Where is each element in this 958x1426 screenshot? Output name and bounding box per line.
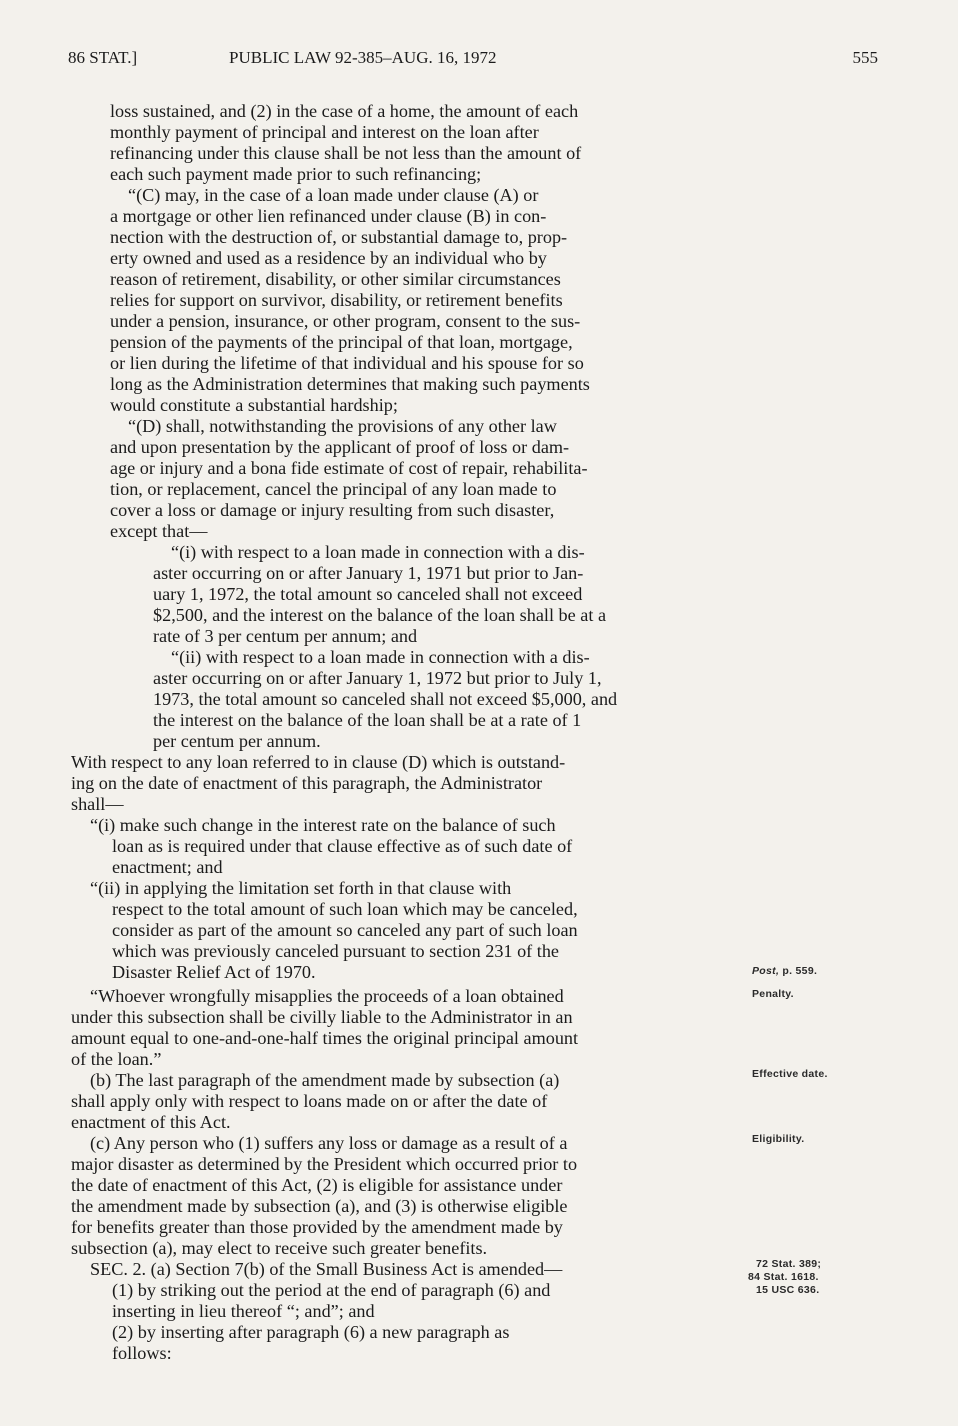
text-line: “(ii) with respect to a loan made in connection with a dis- [171, 647, 590, 667]
text-line: inserting in lieu thereof “; and”; and [112, 1301, 375, 1321]
margin-note-post: Post, p. 559. [752, 965, 818, 977]
text-line: aster occurring on or after January 1, 1971 but prior to Jan- [153, 563, 584, 583]
text-line: “(D) shall, notwithstanding the provisions of any other law [128, 416, 557, 436]
text-line: relies for support on survivor, disability, or retirement benefits [110, 290, 563, 310]
text-line: (2) by inserting after paragraph (6) a new paragraph as [112, 1322, 510, 1342]
text-line: except that— [110, 521, 208, 541]
text-line: for benefits greater than those provided by the amendment made by [71, 1217, 563, 1237]
text-line: respect to the total amount of such loan which may be canceled, [112, 899, 578, 919]
margin-note-citation: 84 Stat. 1618. [748, 1271, 819, 1283]
margin-note-effective-date: Effective date. [752, 1068, 828, 1080]
text-line: “(i) make such change in the interest rate on the balance of such [90, 815, 556, 835]
text-line: cover a loss or damage or injury resulting from such disaster, [110, 500, 555, 520]
text-line: or lien during the lifetime of that individual and his spouse for so [110, 353, 584, 373]
text-line: consider as part of the amount so canceled any part of such loan [112, 920, 578, 940]
text-line: shall apply only with respect to loans made on or after the date of [71, 1091, 548, 1111]
text-line: monthly payment of principal and interest on the loan after [110, 122, 539, 142]
text-line: per centum per annum. [153, 731, 321, 751]
text-line: loan as is required under that clause effective as of such date of [112, 836, 573, 856]
text-line: enactment of this Act. [71, 1112, 231, 1132]
text-line: (c) Any person who (1) suffers any loss or damage as a result of a [90, 1133, 568, 1153]
text-line: the amendment made by subsection (a), and (3) is otherwise eligible [71, 1196, 568, 1216]
statute-reference: 86 STAT.] [68, 48, 138, 67]
text-line: age or injury and a bona fide estimate of cost of repair, rehabilita- [110, 458, 588, 478]
text-line: under this subsection shall be civilly liable to the Administrator in an [71, 1007, 573, 1027]
text-line: reason of retirement, disability, or other similar circumstances [110, 269, 561, 289]
text-line: (b) The last paragraph of the amendment made by subsection (a) [90, 1070, 560, 1090]
text-line: loss sustained, and (2) in the case of a home, the amount of each [110, 101, 579, 121]
text-line: shall— [71, 794, 124, 814]
text-line: nection with the destruction of, or substantial damage to, prop- [110, 227, 568, 247]
text-line: pension of the payments of the principal of that loan, mortgage, [110, 332, 573, 352]
text-line: refinancing under this clause shall be not less than the amount of [110, 143, 582, 163]
text-line: of the loan.” [71, 1049, 162, 1069]
text-line: enactment; and [112, 857, 223, 877]
margin-note-citation: 15 USC 636. [756, 1284, 820, 1296]
margin-note-eligibility: Eligibility. [752, 1133, 805, 1145]
text-line: ing on the date of enactment of this paragraph, the Administrator [71, 773, 543, 793]
text-line: and upon presentation by the applicant of proof of loss or dam- [110, 437, 570, 457]
text-line: a mortgage or other lien refinanced under clause (B) in con- [110, 206, 547, 226]
text-line: the date of enactment of this Act, (2) is eligible for assistance under [71, 1175, 563, 1195]
page-header [68, 48, 878, 76]
text-line: long as the Administration determines that making such payments [110, 374, 590, 394]
text-line: each such payment made prior to such refinancing; [110, 164, 482, 184]
margin-note-penalty: Penalty. [752, 988, 794, 1000]
text-line: “Whoever wrongfully misapplies the proceeds of a loan obtained [90, 986, 564, 1006]
text-line: which was previously canceled pursuant to section 231 of the [112, 941, 559, 961]
text-line: amount equal to one-and-one-half times the original principal amount [71, 1028, 579, 1048]
text-line: With respect to any loan referred to in clause (D) which is outstand- [71, 752, 566, 772]
text-line: tion, or replacement, cancel the principal of any loan made to [110, 479, 557, 499]
text-line: rate of 3 per centum per annum; and [153, 626, 418, 646]
text-line: erty owned and used as a residence by an individual who by [110, 248, 547, 268]
text-line: major disaster as determined by the President which occurred prior to [71, 1154, 578, 1174]
text-line: Disaster Relief Act of 1970. [112, 962, 316, 982]
text-line: uary 1, 1972, the total amount so canceled shall not exceed [153, 584, 583, 604]
text-line: SEC. 2. (a) Section 7(b) of the Small Business Act is amended— [90, 1259, 563, 1279]
text-line: would constitute a substantial hardship; [110, 395, 398, 415]
text-line: aster occurring on or after January 1, 1972 but prior to July 1, [153, 668, 602, 688]
law-title: PUBLIC LAW 92-385–AUG. 16, 1972 [229, 48, 497, 67]
text-line: 1973, the total amount so canceled shall not exceed $5,000, and [153, 689, 618, 709]
text-line: follows: [112, 1343, 172, 1363]
margin-note-citation: 72 Stat. 389; [756, 1258, 822, 1270]
text-line: subsection (a), may elect to receive such greater benefits. [71, 1238, 488, 1258]
text-line: $2,500, and the interest on the balance of the loan shall be at a [153, 605, 607, 625]
text-line: “(C) may, in the case of a loan made under clause (A) or [128, 185, 539, 205]
text-line: the interest on the balance of the loan shall be at a rate of 1 [153, 710, 582, 730]
page-number: 555 [852, 48, 878, 67]
text-line: “(i) with respect to a loan made in connection with a dis- [171, 542, 585, 562]
text-line: “(ii) in applying the limitation set forth in that clause with [90, 878, 512, 898]
text-line: under a pension, insurance, or other program, consent to the sus- [110, 311, 581, 331]
text-line: (1) by striking out the period at the end of paragraph (6) and [112, 1280, 551, 1300]
